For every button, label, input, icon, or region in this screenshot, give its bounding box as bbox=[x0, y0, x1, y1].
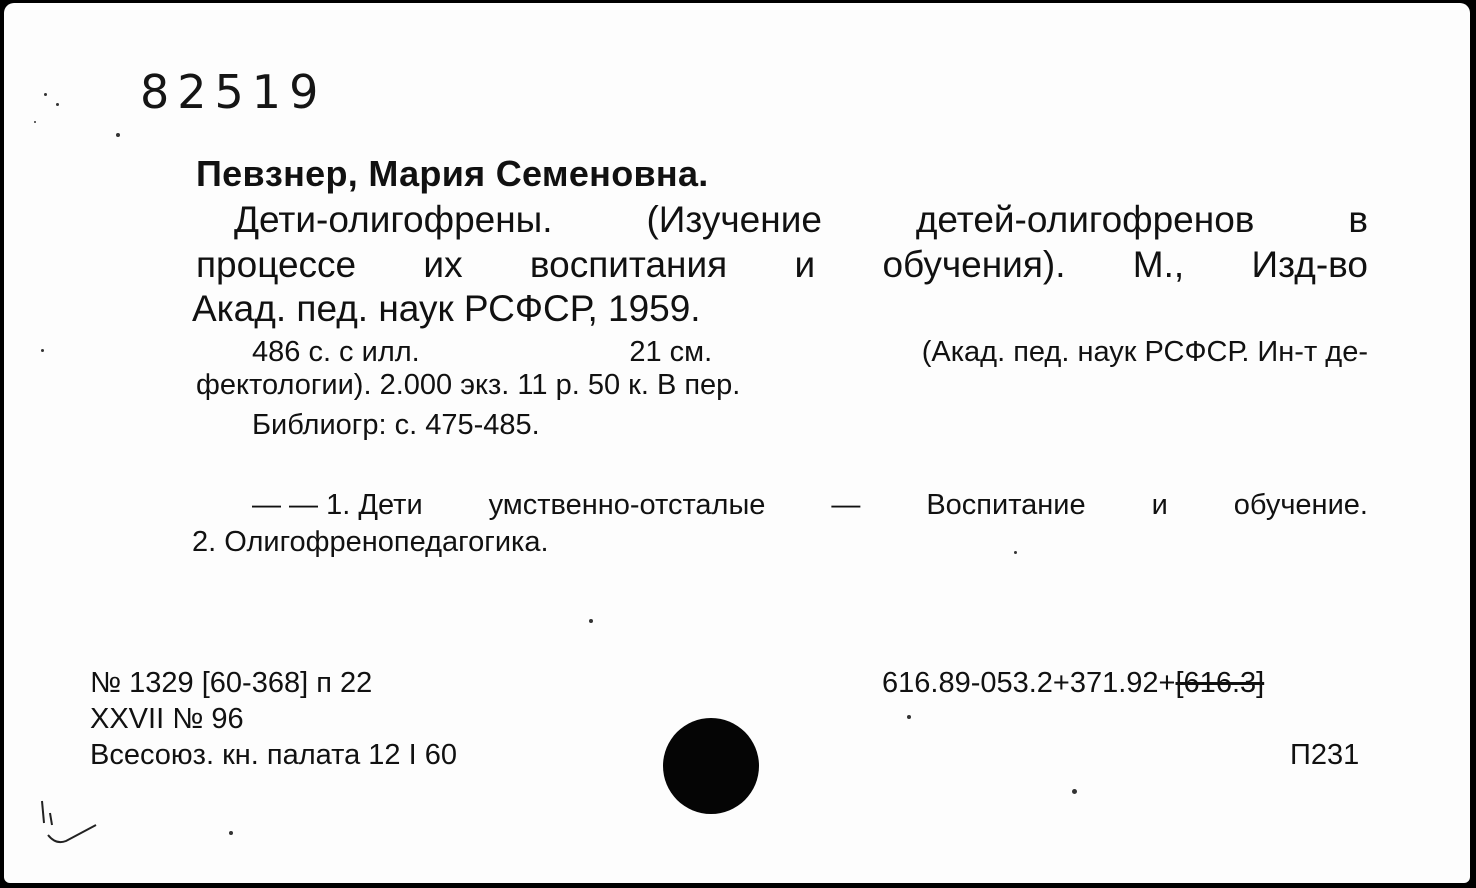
punch-hole bbox=[663, 718, 759, 814]
speck bbox=[589, 619, 593, 623]
subject-part: — bbox=[831, 489, 861, 521]
imprint-line: Акад. пед. наук РСФСР, 1959. bbox=[192, 288, 701, 329]
collation-part: (Акад. пед. наук РСФСР. Ин-т де- bbox=[921, 336, 1368, 368]
speck bbox=[229, 831, 233, 835]
title-word: обучения). bbox=[882, 244, 1066, 285]
speck bbox=[56, 103, 59, 106]
title-line-2 bbox=[196, 244, 1368, 286]
shelf-code: П231 bbox=[1290, 739, 1360, 771]
collation-part: 486 с. с илл. bbox=[252, 336, 420, 368]
speck bbox=[116, 133, 120, 137]
volume-number: XXVII № 96 bbox=[90, 703, 244, 735]
author-heading: Певзнер, Мария Семеновна. bbox=[196, 153, 709, 194]
handwritten-accession-number: 82519 bbox=[140, 65, 327, 119]
speck bbox=[44, 93, 47, 96]
classification-code bbox=[882, 667, 1264, 700]
title-word: их bbox=[423, 244, 463, 285]
title-word: и bbox=[794, 244, 816, 285]
title-word: в bbox=[1348, 199, 1368, 240]
subject-line-2: 2. Олигофренопедагогика. bbox=[192, 526, 549, 558]
subject-line-1 bbox=[252, 489, 1368, 522]
chamber-date: Всесоюз. кн. палата 12 I 60 bbox=[90, 739, 457, 771]
title-word: детей-олигофренов bbox=[915, 199, 1255, 240]
struck-classification: [616.3] bbox=[1175, 667, 1265, 699]
title-word: (Изучение bbox=[646, 199, 822, 240]
subject-part: и bbox=[1151, 489, 1168, 521]
registration-number: № 1329 [60-368] п 22 bbox=[90, 667, 373, 699]
title-line-1 bbox=[234, 199, 1368, 241]
subject-part: обучение. bbox=[1233, 489, 1368, 521]
title-word: Дети-олигофрены. bbox=[234, 199, 553, 240]
speck bbox=[1072, 789, 1077, 794]
title-word: процессе bbox=[196, 244, 357, 285]
bibliography-note: Библиогр: с. 475-485. bbox=[252, 409, 540, 441]
collation-line-1 bbox=[252, 336, 1368, 369]
title-word: М., bbox=[1132, 244, 1185, 285]
speck bbox=[34, 121, 36, 123]
subject-part: — — 1. Дети bbox=[252, 489, 423, 521]
subject-part: Воспитание bbox=[926, 489, 1086, 521]
subject-part: умственно-отсталые bbox=[488, 489, 766, 521]
speck bbox=[907, 715, 911, 719]
pencil-mark bbox=[34, 795, 104, 855]
speck bbox=[41, 349, 44, 352]
catalog-card bbox=[4, 3, 1470, 883]
classification-index: 616.89-053.2+371.92+ bbox=[882, 667, 1176, 699]
collation-line-2: фектологии). 2.000 экз. 11 р. 50 к. В пер. bbox=[196, 369, 741, 401]
title-word: воспитания bbox=[529, 244, 728, 285]
collation-part: 21 см. bbox=[629, 336, 713, 368]
speck bbox=[1014, 551, 1017, 554]
title-word: Изд-во bbox=[1251, 244, 1368, 285]
